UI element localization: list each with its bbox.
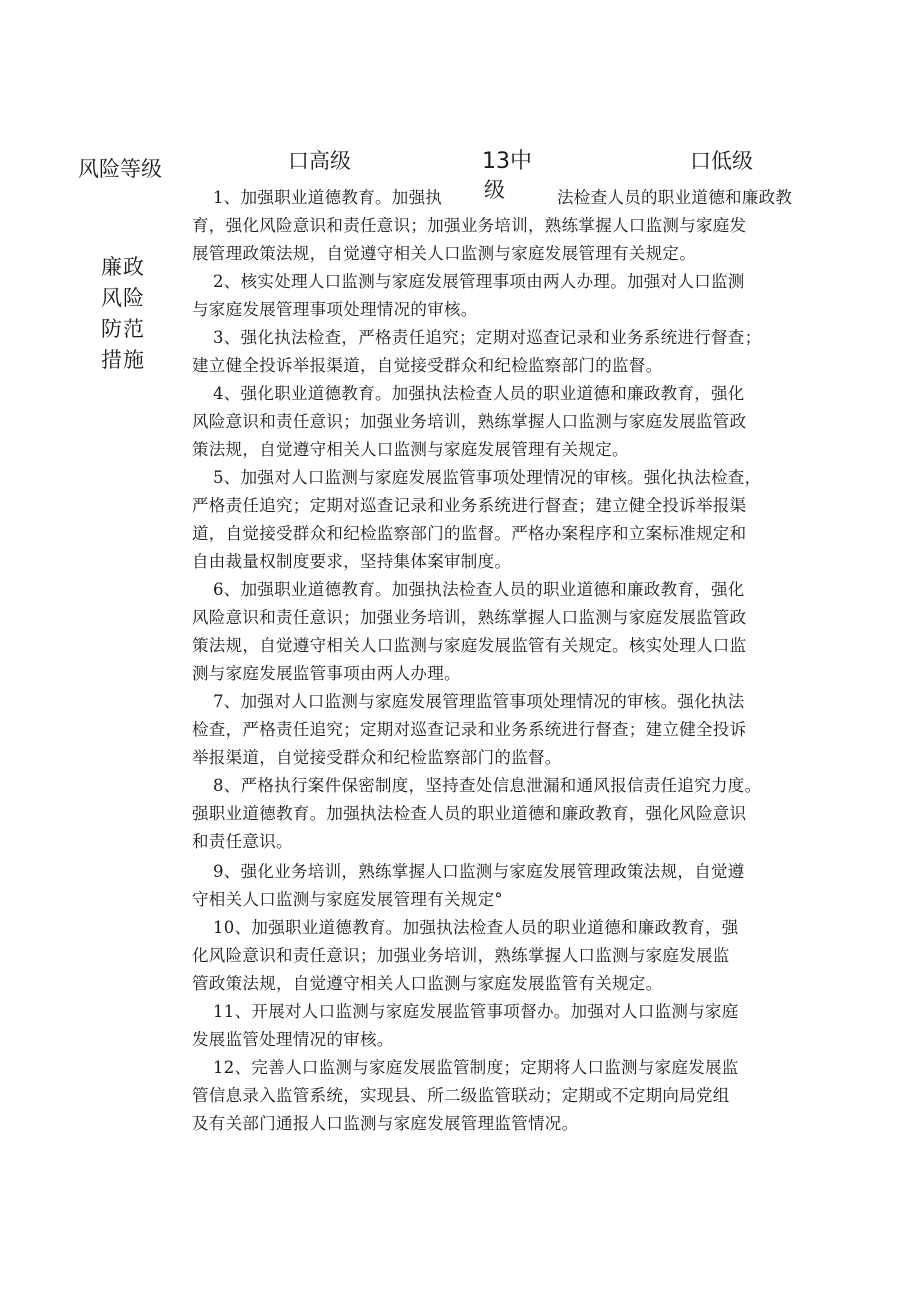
measure-line: 策法规，自觉遵守相关人口监测与家庭发展监管有关规定。核实处理人口监: [192, 636, 747, 655]
measure-line: 及有关部门通报人口监测与家庭发展管理监管情况。: [192, 1114, 579, 1133]
measure-line: 6、加强职业道德教育。加强执法检查人员的职业道德和廉政教育，强化: [213, 580, 745, 599]
measure-line: 7、加强对人口监测与家庭发展管理监管事项处理情况的审核。强化执法: [213, 692, 745, 711]
measure-line: 1、加强职业道德教育。加强执: [213, 188, 443, 207]
measure-line: 法检查人员的职业道德和廉政教: [557, 188, 793, 207]
measure-line: 道，自觉接受群众和纪检监察部门的监督。严格办案程序和立案标准规定和: [192, 524, 747, 543]
measure-line: 管政策法规，自觉遵守相关人口监测与家庭发展监管有关规定。: [192, 974, 663, 993]
measure-line: 策法规，自觉遵守相关人口监测与家庭发展管理有关规定。: [192, 440, 629, 459]
measure-line: 10、加强职业道德教育。加强执法检查人员的职业道德和廉政教育，强: [213, 918, 739, 937]
measure-line: 8、严格执行案件保密制度，坚持查处信息泄漏和通风报信责任追究力度。: [213, 776, 762, 795]
risk-level-label: 风险等级: [78, 157, 162, 181]
measure-line: 管信息录入监管系统，实现县、所二级监管联动；定期或不定期向局党组: [192, 1086, 730, 1105]
measure-line: 建立健全投诉举报渠道，自觉接受群众和纪检监察部门的监督。: [192, 356, 663, 375]
measure-line: 发展监管处理情况的审核。: [192, 1030, 394, 1049]
measure-line: 5、加强对人口监测与家庭发展监管事项处理情况的审核。强化执法检查，: [213, 468, 762, 487]
measure-line: 和责任意识。: [192, 832, 293, 851]
side-label: [101, 252, 145, 376]
side-label-line: 廉政: [101, 255, 145, 279]
measure-line: 3、强化执法检查，严格责任追究；定期对巡查记录和业务系统进行督查；: [213, 328, 762, 347]
measure-line: 12、完善人口监测与家庭发展监管制度；定期将人口监测与家庭发展监: [213, 1058, 739, 1077]
measure-line: 强职业道德教育。加强执法检查人员的职业道德和廉政教育，强化风险意识: [192, 804, 747, 823]
measure-line: 严格责任追究；定期对巡查记录和业务系统进行督查；建立健全投诉举报渠: [192, 496, 747, 515]
measure-line: 风险意识和责任意识；加强业务培训，熟练掌握人口监测与家庭发展监管政: [192, 412, 747, 431]
measure-line: 测与家庭发展监管事项由两人办理。: [192, 664, 461, 683]
measure-line: 自由裁量权制度要求，坚持集体案审制度。: [192, 552, 512, 571]
measure-line: 2、核实处理人口监测与家庭发展管理事项由两人办理。加强对人口监测: [213, 272, 745, 291]
measure-line: 风险意识和责任意识；加强业务培训，熟练掌握人口监测与家庭发展监管政: [192, 608, 747, 627]
measure-line: 检查，严格责任追究；定期对巡查记录和业务系统进行督查；建立健全投诉: [192, 720, 747, 739]
side-label-line: 风险: [101, 286, 145, 310]
measure-line: 举报渠道，自觉接受群众和纪检监察部门的监督。: [192, 748, 562, 767]
risk-option-low: 口低级: [690, 149, 753, 173]
measure-line: 化风险意识和责任意识；加强业务培训，熟练掌握人口监测与家庭发展监: [192, 946, 730, 965]
risk-option-mid-suffix: 级: [484, 178, 505, 202]
risk-option-mid: 13中: [482, 149, 532, 174]
measure-line: 9、强化业务培训，熟练掌握人口监测与家庭发展管理政策法规，自觉遵: [213, 862, 745, 881]
measure-line: 与家庭发展管理事项处理情况的审核。: [192, 300, 478, 319]
side-label-line: 防范: [101, 317, 145, 341]
measure-line: 守相关人口监测与家庭发展管理有关规定°: [192, 890, 503, 909]
measure-line: 展管理政策法规，自觉遵守相关人口监测与家庭发展管理有关规定。: [192, 244, 696, 263]
side-label-line: 措施: [101, 348, 145, 372]
measure-line: 育，强化风险意识和责任意识；加强业务培训，熟练掌握人口监测与家庭发: [192, 216, 747, 235]
risk-option-high: 口高级: [288, 149, 351, 173]
measure-line: 4、强化职业道德教育。加强执法检查人员的职业道德和廉政教育，强化: [213, 384, 745, 403]
measure-line: 11、开展对人口监测与家庭发展监管事项督办。加强对人口监测与家庭: [213, 1002, 739, 1021]
